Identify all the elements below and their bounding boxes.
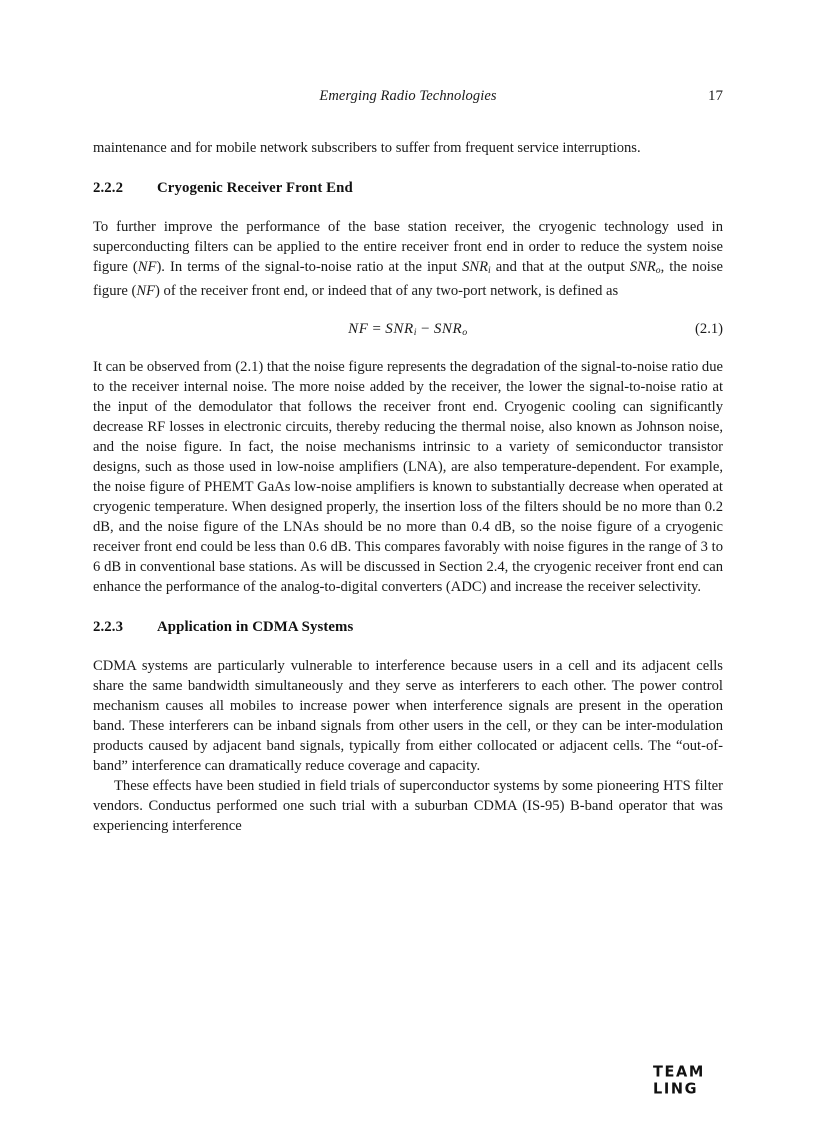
- equation-term-2: [434, 321, 468, 337]
- team-ling-logo: TEAM LING: [653, 1064, 705, 1098]
- section-heading-2-2-2: [93, 178, 723, 198]
- equation-minus: −: [420, 321, 431, 338]
- paragraph-noise-figure-discussion: It can be observed from (2.1) that the noise figure represents the degradation of the signal-to-noise ratio due to the receiver internal noise. The more noise added by the receiver, the lower the signal-to-noise ratio at the input of the demodulator that follows the receiver front end. Cryogenic cooling can significantly decrease RF losses in electronic circuits, thereby reducing the thermal noise, also known as Johnson noise, and the noise figure. In fact, the noise mechanisms intrinsic to a variety of semiconductor transistor designs, such as those used in low-noise amplifiers (LNA), are also temperature-dependent. For example, the noise figure of PHEMT GaAs low-noise amplifiers is known to substantially decrease when operated at cryogenic temperature. When designed properly, the insertion loss of the filters should be no more than 0.2 dB, and the noise figure of the LNAs should be no more than 0.4 dB, so the noise figure of a cryogenic receiver front end could be less than 0.6 dB. This compares favorably with noise figures in the range of 3 to 6 dB in conventional base stations. As will be discussed in Section 2.4, the cryogenic receiver front end can enhance the performance of the analog-to-digital converters (ADC) and increase the receiver selectivity.: [93, 359, 723, 596]
- section-number: 2.2.3: [93, 619, 124, 636]
- math-snr-base: SNR: [462, 259, 489, 275]
- text-column: [93, 138, 723, 836]
- text-run: ). In terms of the signal-to-noise ratio at the input: [156, 259, 463, 275]
- equation-term-2-base: SNR: [433, 321, 463, 338]
- equation-term-1: [385, 321, 417, 337]
- equation-body: [93, 314, 723, 348]
- running-head: [93, 88, 723, 108]
- section-heading-2-2-3: [93, 617, 723, 637]
- spacer: [93, 301, 723, 314]
- section-title: Application in CDMA Systems: [157, 619, 354, 636]
- math-snr-base: SNR: [629, 259, 656, 275]
- equation-term-1-base: SNR: [385, 321, 414, 338]
- section-number: 2.2.2: [93, 180, 124, 196]
- math-snr-output: [630, 259, 661, 275]
- paragraph-noise-figure-definition: [93, 217, 723, 301]
- spacer: [93, 597, 723, 617]
- math-nf-2: NF: [136, 283, 156, 300]
- text-run: To further improve the performance of the base station receiver, the cryogenic technology used in superconducting filters can be applied to the entire receiver front end in order to reduce the system noise figure (: [93, 219, 723, 275]
- equation-term-2-subscript: o: [462, 327, 468, 339]
- running-head-title: Emerging Radio Technologies: [319, 88, 497, 104]
- paragraph-continued: maintenance and for mobile network subscribers to suffer from frequent service interruptions.: [93, 140, 641, 156]
- paragraph-cdma-interference: CDMA systems are particularly vulnerable to interference because users in a cell and its adjacent cells share the same bandwidth simultaneously and they serve as interferers to each other. The power control mechanism causes all mobiles to increase power when interference signals are present in the operation band. These interferers can be inband signals from other users in the cell, or they can be inter-modulation products caused by adjacent band signals, typically from either collocated or adjacent cells. The “out-of-band” interference can dramatically reduce coverage and capacity.: [93, 658, 723, 775]
- paragraph-field-trials: These effects have been studied in field trials of superconductor systems by some pioneering HTS filter vendors. Conductus performed one such trial with a suburban CDMA (IS-95) B-band operator that was experiencing interference: [93, 778, 723, 835]
- text-run: and that at the output: [490, 259, 630, 275]
- equation-2-1: [93, 314, 723, 344]
- math-snr-subscript-i: i: [488, 265, 491, 277]
- spacer: [93, 158, 723, 178]
- math-snr-subscript-o: o: [655, 265, 661, 277]
- page-number: 17: [708, 88, 723, 104]
- section-title: Cryogenic Receiver Front End: [157, 180, 353, 196]
- equation-lhs: NF: [348, 321, 369, 338]
- spacer: [93, 637, 723, 656]
- math-nf-1: NF: [137, 259, 157, 275]
- equation-term-1-subscript: i: [413, 327, 418, 339]
- text-run: ) of the receiver front end, or indeed that of any two-port network, is defined as: [155, 283, 619, 300]
- equation-equals: =: [371, 321, 383, 338]
- math-snr-input: [462, 259, 491, 275]
- equation-number: (2.1): [695, 321, 723, 338]
- spacer: [93, 198, 723, 217]
- text-run: , the noise figure (: [93, 259, 723, 300]
